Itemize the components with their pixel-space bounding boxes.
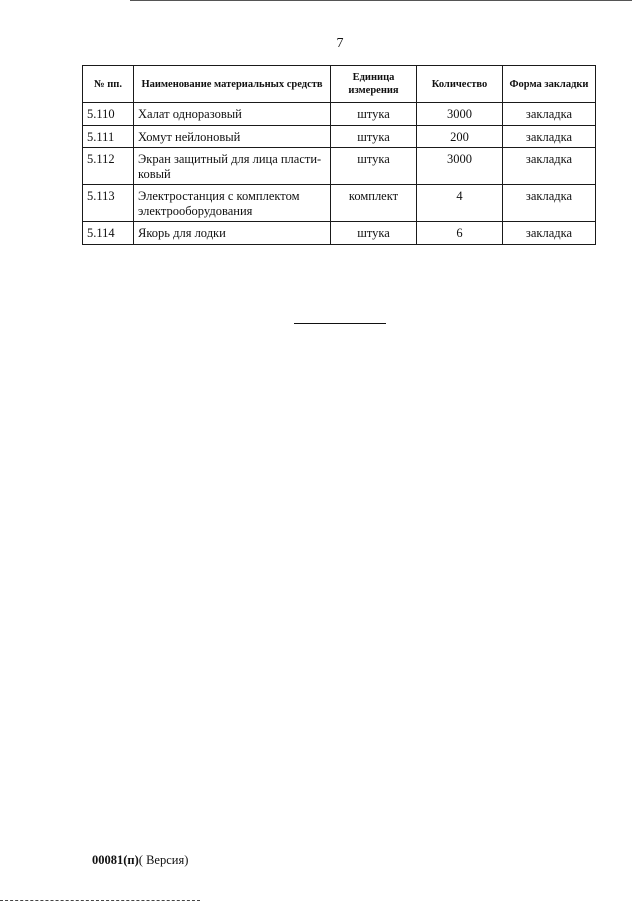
row-num: 5.113 bbox=[83, 185, 134, 222]
table-header-row bbox=[83, 66, 596, 103]
row-num: 5.110 bbox=[83, 103, 134, 126]
row-qty: 4 bbox=[417, 185, 503, 222]
row-form: закладка bbox=[503, 125, 596, 148]
row-unit: комплект bbox=[331, 185, 417, 222]
table-row bbox=[83, 125, 596, 148]
row-num: 5.112 bbox=[83, 148, 134, 185]
row-form: закладка bbox=[503, 185, 596, 222]
end-of-list-rule bbox=[294, 323, 386, 324]
row-qty: 3000 bbox=[417, 103, 503, 126]
header-name: Наименование материальных средств bbox=[134, 66, 331, 103]
row-name: Якорь для лодки bbox=[134, 222, 331, 245]
table-row bbox=[83, 222, 596, 245]
row-num: 5.111 bbox=[83, 125, 134, 148]
top-rule bbox=[130, 0, 632, 1]
bottom-rule bbox=[0, 900, 200, 902]
table-row bbox=[83, 185, 596, 222]
table-row bbox=[83, 148, 596, 185]
header-qty: Количество bbox=[417, 66, 503, 103]
header-form: Форма закладки bbox=[503, 66, 596, 103]
page-number: 7 bbox=[336, 36, 344, 51]
row-name: Электростанция с комплектом электрооборудования bbox=[134, 185, 331, 222]
row-qty: 200 bbox=[417, 125, 503, 148]
header-num: № пп. bbox=[83, 66, 134, 103]
header-unit: Единица измерения bbox=[331, 66, 417, 103]
row-unit: штука bbox=[331, 148, 417, 185]
row-qty: 6 bbox=[417, 222, 503, 245]
row-form: закладка bbox=[503, 222, 596, 245]
table-row bbox=[83, 103, 596, 126]
row-unit: штука bbox=[331, 222, 417, 245]
row-form: закладка bbox=[503, 148, 596, 185]
row-qty: 3000 bbox=[417, 148, 503, 185]
row-num: 5.114 bbox=[83, 222, 134, 245]
row-unit: штука bbox=[331, 103, 417, 126]
row-name: Экран защитный для лица пласти-ковый bbox=[134, 148, 331, 185]
row-form: закладка bbox=[503, 103, 596, 126]
row-name: Хомут нейлоновый bbox=[134, 125, 331, 148]
document-code bbox=[92, 853, 188, 868]
document-version: ( Версия) bbox=[138, 853, 189, 867]
row-unit: штука bbox=[331, 125, 417, 148]
row-name: Халат одноразовый bbox=[134, 103, 331, 126]
document-code-number: 00081(п) bbox=[92, 853, 139, 867]
materials-table bbox=[82, 65, 596, 245]
